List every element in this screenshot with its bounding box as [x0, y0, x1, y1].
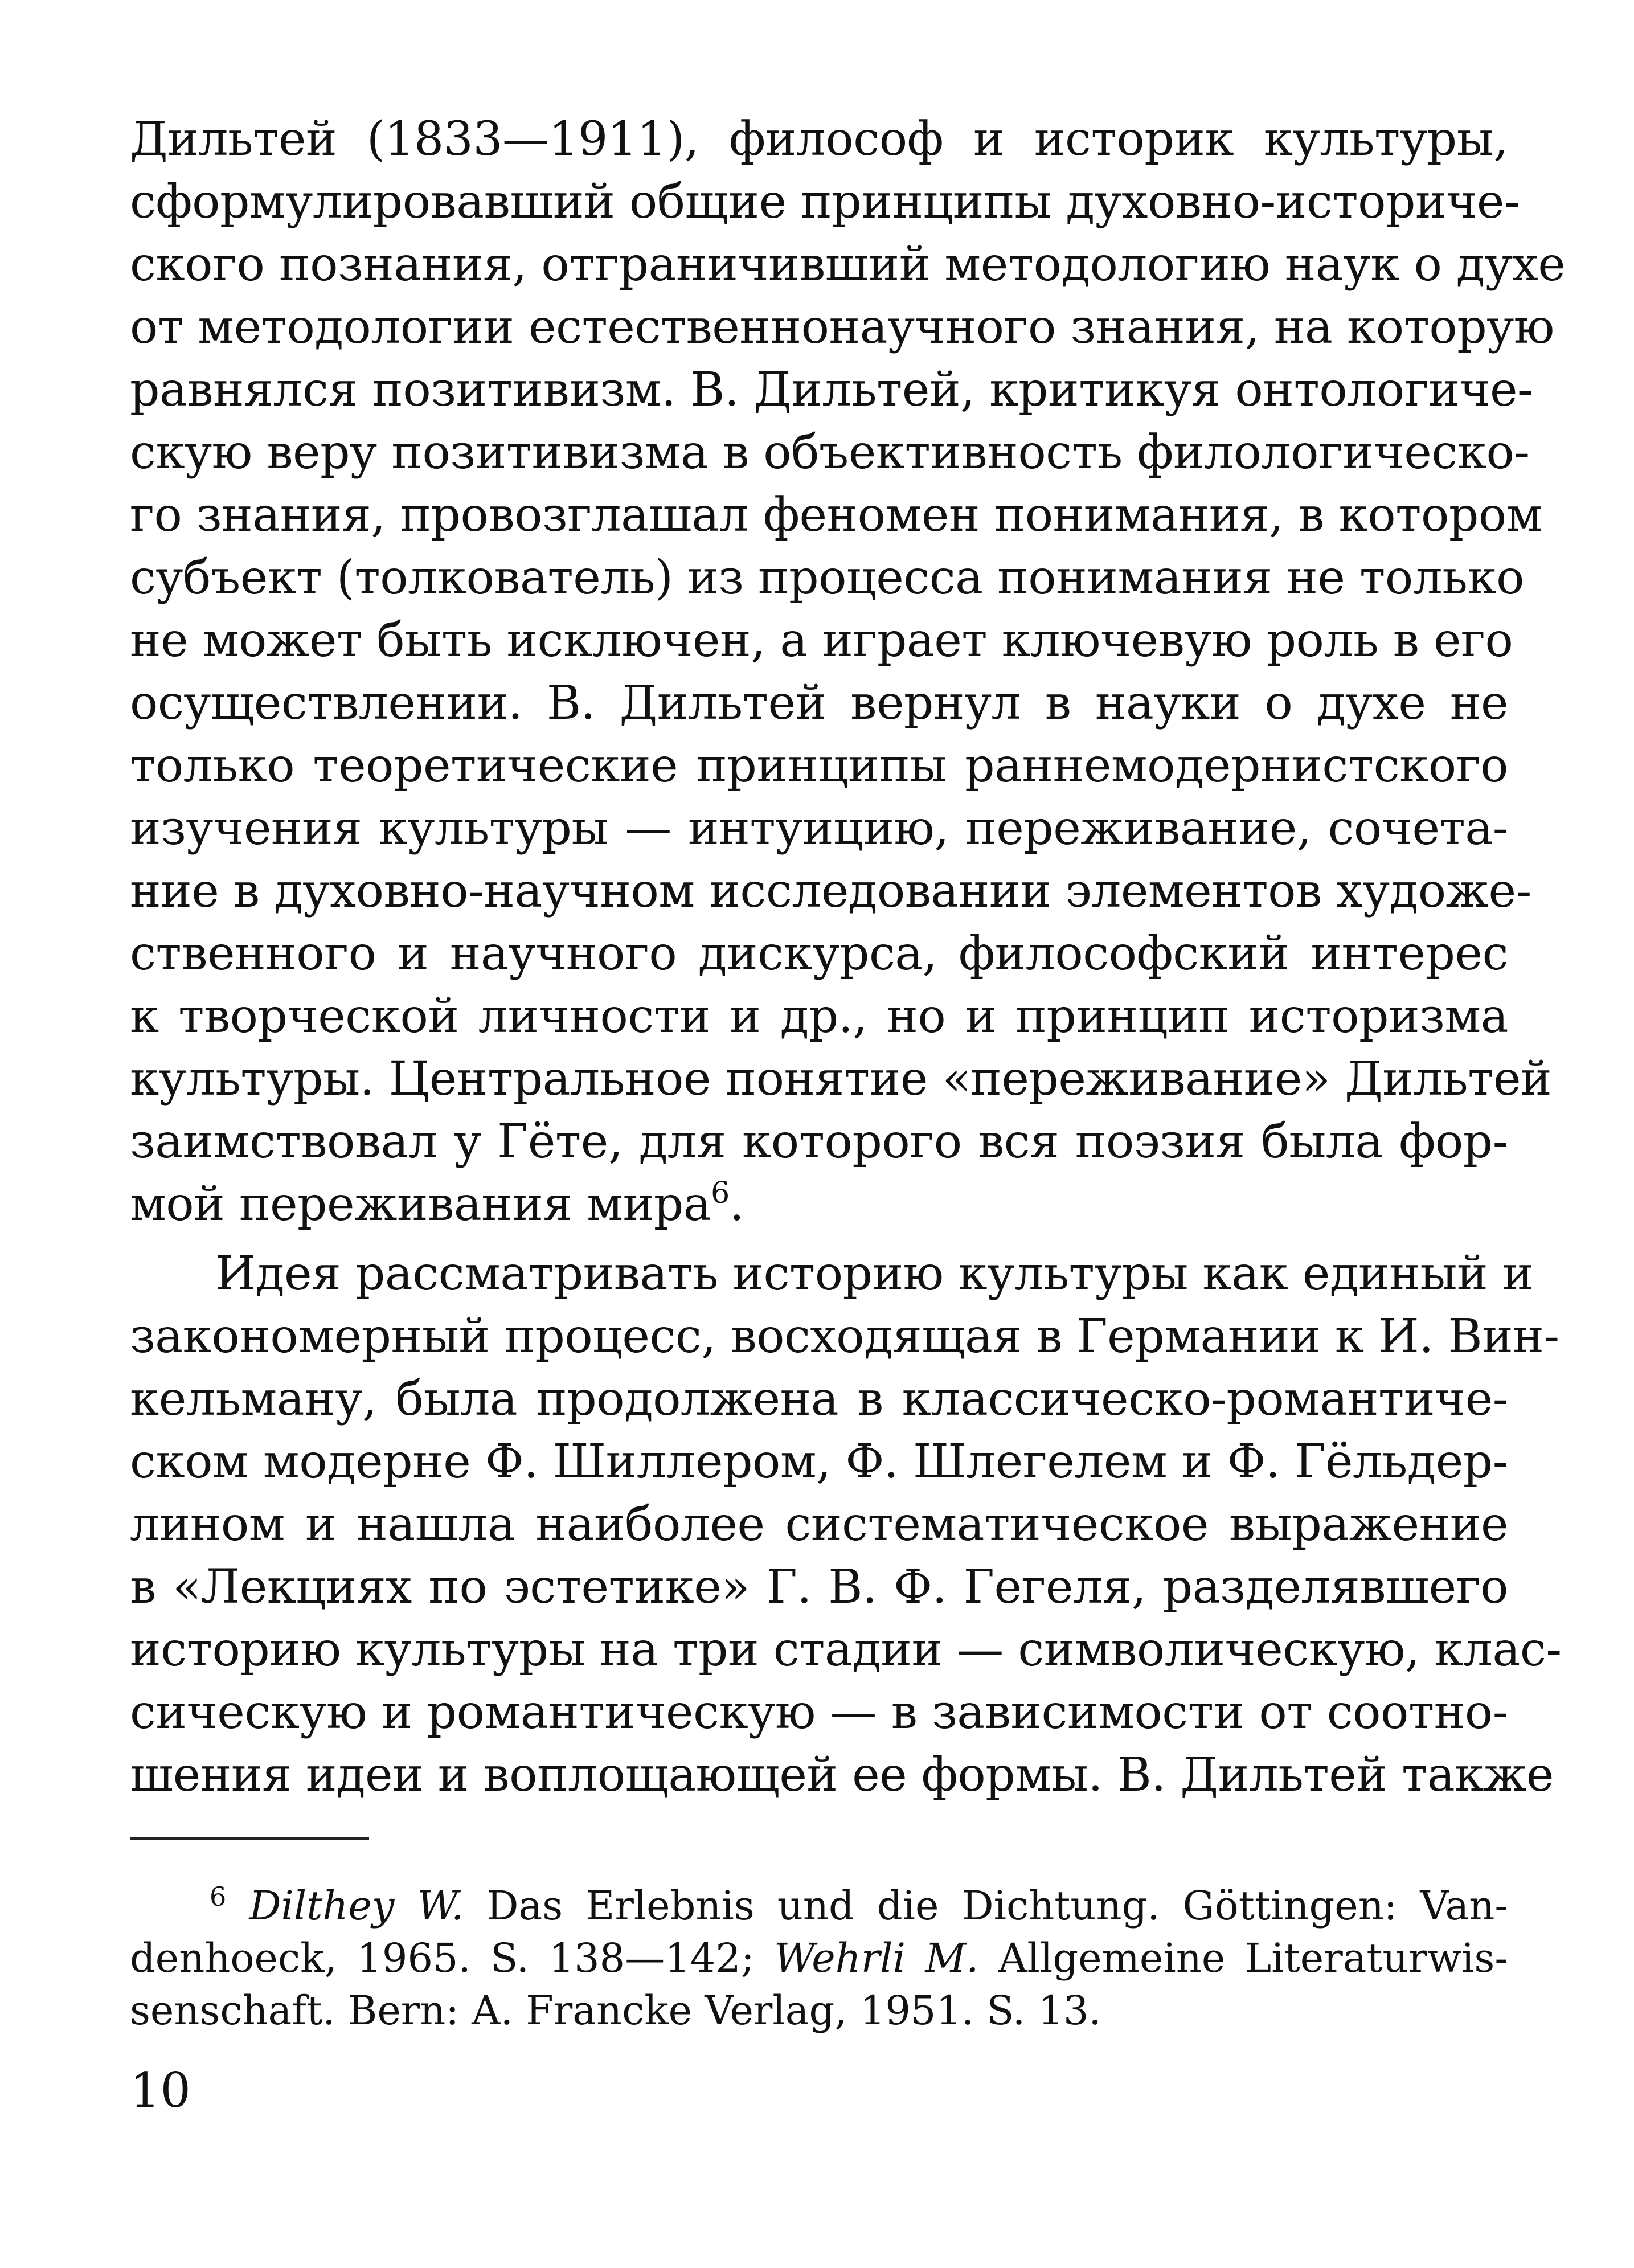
text-line: историю культуры на три стадии — символическую, клас-: [130, 1623, 1562, 1677]
text-line: го знания, провозглашал феномен понимания, в котором: [130, 488, 1542, 542]
text-line: в «Лекциях по эстетике» Г. В. Ф. Гегеля, разделявшего: [130, 1560, 1508, 1614]
text-line: от методологии естественнонаучного знания, на которую: [130, 300, 1554, 354]
text-fragment: мой переживания мира: [130, 1177, 711, 1231]
sentence-end: .: [729, 1177, 744, 1231]
text-line: не может быть исключен, а играет ключевую роль в его: [130, 613, 1513, 668]
text-line: субъект (толкователь) из процесса понимания не только: [130, 551, 1525, 605]
text-line: лином и нашла наиболее систематическое выражение: [130, 1497, 1508, 1551]
text-line: культуры. Центральное понятие «переживание» Дильтей: [130, 1052, 1552, 1106]
text-line: осуществлении. В. Дильтей вернул в науки о духе не: [130, 676, 1508, 730]
text-line: Идея рассматривать историю культуры как единый и: [215, 1247, 1533, 1301]
text-line: Дильтей (1833—1911), философ и историк культуры,: [130, 112, 1508, 166]
text-line: ского познания, отграничивший методологию наук о духе: [130, 238, 1566, 292]
footnote-reference[interactable]: 6: [711, 1176, 730, 1210]
text-line: ственного и научного дискурса, философский интерес: [130, 927, 1508, 981]
footnote-text: Allgemeine Literaturwis-: [978, 1935, 1508, 1982]
text-line: закономерный процесс, восходящая в Германии к И. Вин-: [130, 1309, 1559, 1364]
paragraph-1: [130, 108, 1566, 1236]
text-line: изучения культуры — интуицию, переживание, сочета-: [130, 801, 1508, 855]
text-line: к творческой личности и др., но и принцип историзма: [130, 989, 1508, 1043]
footnote-author: Dilthey W.: [249, 1882, 464, 1929]
text-line: равнялся позитивизм. В. Дильтей, критикуя онтологиче-: [130, 363, 1533, 417]
paragraph-2: [130, 1243, 1562, 1807]
footnote-line: senschaft. Bern: A. Francke Verlag, 1951. S. 13.: [130, 1987, 1101, 2034]
text-line: [130, 1173, 1508, 1236]
text-line: ние в духовно-научном исследовании элементов художе-: [130, 864, 1531, 918]
text-line: заимствовал у Гёте, для которого вся поэзия была фор-: [130, 1115, 1508, 1169]
text-line: сформулировавший общие принципы духовно-историче-: [130, 175, 1520, 229]
footnote-line: [130, 1932, 1508, 1984]
footnote-number: 6: [210, 1881, 227, 1912]
footnote-text: Das Erlebnis und die Dichtung. Göttingen: Van-: [464, 1882, 1508, 1929]
footnote-divider: [130, 1837, 369, 1840]
footnote-text: denhoeck, 1965. S. 138—142;: [130, 1935, 774, 1982]
footnote-line: [130, 1880, 1508, 1932]
text-line: шения идеи и воплощающей ее формы. В. Дильтей также: [130, 1748, 1554, 1802]
text-line: кельману, была продолжена в классическо-романтиче-: [130, 1372, 1508, 1426]
footnote-author: Wehrli M.: [773, 1935, 979, 1982]
book-page: [130, 108, 1566, 2216]
text-line: скую веру позитивизма в объективность филологическо-: [130, 425, 1530, 480]
page-number: 10: [130, 2062, 191, 2118]
text-line: сическую и романтическую — в зависимости от соотно-: [130, 1685, 1508, 1739]
text-line: ском модерне Ф. Шиллером, Ф. Шлегелем и Ф. Гёльдер-: [130, 1435, 1508, 1489]
footnote: [130, 1880, 1508, 2037]
text-line: только теоретические принципы раннемодернистского: [130, 739, 1508, 793]
